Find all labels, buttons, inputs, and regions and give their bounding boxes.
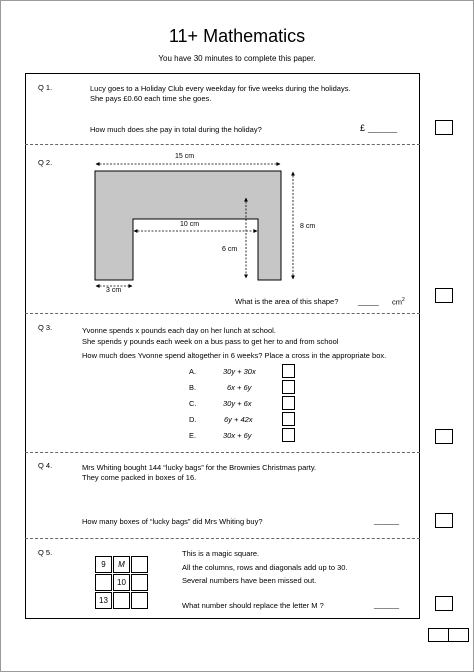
q2-dim-height-outer: 8 cm bbox=[300, 223, 316, 230]
magic-square-cell bbox=[113, 592, 130, 609]
total-score-box-right[interactable] bbox=[448, 628, 469, 642]
q2-question: What is the area of this shape? bbox=[235, 297, 339, 306]
q5-line2: All the columns, rows and diagonals add up to 30. bbox=[182, 563, 348, 572]
q3-option-d-expr: 6y + 42x bbox=[224, 415, 253, 424]
q5-answer-blank[interactable]: ______ bbox=[374, 600, 400, 609]
q4-number: Q 4. bbox=[38, 461, 53, 470]
q5-number: Q 5. bbox=[38, 548, 53, 557]
q3-line1: Yvonne spends x pounds each day on her lunch at school. bbox=[82, 326, 276, 335]
q3-option-d-checkbox[interactable] bbox=[282, 412, 295, 426]
q3-option-c-letter: C. bbox=[189, 399, 197, 408]
q1-number: Q 1. bbox=[38, 83, 53, 92]
q1-question: How much does she pay in total during the holiday? bbox=[90, 125, 262, 134]
magic-square-cell bbox=[131, 574, 148, 591]
q3-option-c-checkbox[interactable] bbox=[282, 396, 295, 410]
q2-dim-height-inner: 6 cm bbox=[222, 246, 238, 253]
q5-magic-square bbox=[95, 556, 150, 611]
q5-line3: Several numbers have been missed out. bbox=[182, 576, 317, 585]
magic-square-cell: 13 bbox=[95, 592, 112, 609]
q3-line2: She spends y pounds each week on a bus pass to get her to and from school bbox=[82, 337, 339, 346]
q3-number: Q 3. bbox=[38, 323, 53, 332]
q2-mark-box[interactable] bbox=[435, 288, 453, 303]
q1-answer-blank[interactable]: _______ bbox=[368, 124, 398, 133]
q1-line2: She pays £0.60 each time she goes. bbox=[90, 94, 212, 103]
q3-option-e-letter: E. bbox=[189, 431, 197, 440]
q3-question: How much does Yvonne spend altogether in 6 weeks? Place a cross in the appropriate box. bbox=[82, 351, 387, 360]
q3-option-a-checkbox[interactable] bbox=[282, 364, 295, 378]
magic-square-cell bbox=[131, 592, 148, 609]
q3-option-d-letter: D. bbox=[189, 415, 197, 424]
q5-mark-box[interactable] bbox=[435, 596, 453, 611]
q3-option-b-expr: 6x + 6y bbox=[227, 383, 252, 392]
q2-dim-inner: 10 cm bbox=[180, 221, 200, 228]
q5-line1: This is a magic square. bbox=[182, 549, 260, 558]
q3-option-b-letter: B. bbox=[189, 383, 197, 392]
q4-answer-blank[interactable]: ______ bbox=[374, 516, 400, 525]
q2-number: Q 2. bbox=[38, 158, 53, 167]
total-score-box-left[interactable] bbox=[428, 628, 449, 642]
q2-dim-bottom: 3 cm bbox=[106, 287, 122, 294]
q3-option-c-expr: 30y + 6x bbox=[223, 399, 252, 408]
page-subtitle: You have 30 minutes to complete this paper. bbox=[158, 54, 316, 63]
magic-square-cell bbox=[95, 574, 112, 591]
q2-dim-top: 15 cm bbox=[175, 153, 195, 160]
q4-question: How many boxes of “lucky bags” did Mrs Whiting buy? bbox=[82, 517, 263, 526]
q4-mark-box[interactable] bbox=[435, 513, 453, 528]
magic-square-cell: M bbox=[113, 556, 130, 573]
magic-square-cell: 9 bbox=[95, 556, 112, 573]
magic-square-cell bbox=[131, 556, 148, 573]
magic-square-cell: 10 bbox=[113, 574, 130, 591]
q2-unit: $cm^2$ bbox=[392, 297, 405, 307]
q4-line1: Mrs Whiting bought 144 “lucky bags” for the Brownies Christmas party. bbox=[82, 463, 317, 472]
q1-currency: £ bbox=[360, 123, 366, 133]
page-title: 11+ Mathematics bbox=[168, 26, 306, 46]
q1-line1: Lucy goes to a Holiday Club every weekday for five weeks during the holidays. bbox=[90, 84, 351, 93]
q3-option-a-expr: 30y + 30x bbox=[223, 367, 256, 376]
q4-line2: They come packed in boxes of 16. bbox=[82, 473, 197, 482]
q3-option-b-checkbox[interactable] bbox=[282, 380, 295, 394]
q5-question: What number should replace the letter M ? bbox=[182, 601, 324, 610]
q3-option-e-checkbox[interactable] bbox=[282, 428, 295, 442]
q3-option-e-expr: 30x + 6y bbox=[223, 431, 252, 440]
q3-option-a-letter: A. bbox=[189, 367, 197, 376]
q3-mark-box[interactable] bbox=[435, 429, 453, 444]
q2-answer-blank[interactable]: _____ bbox=[358, 297, 379, 306]
